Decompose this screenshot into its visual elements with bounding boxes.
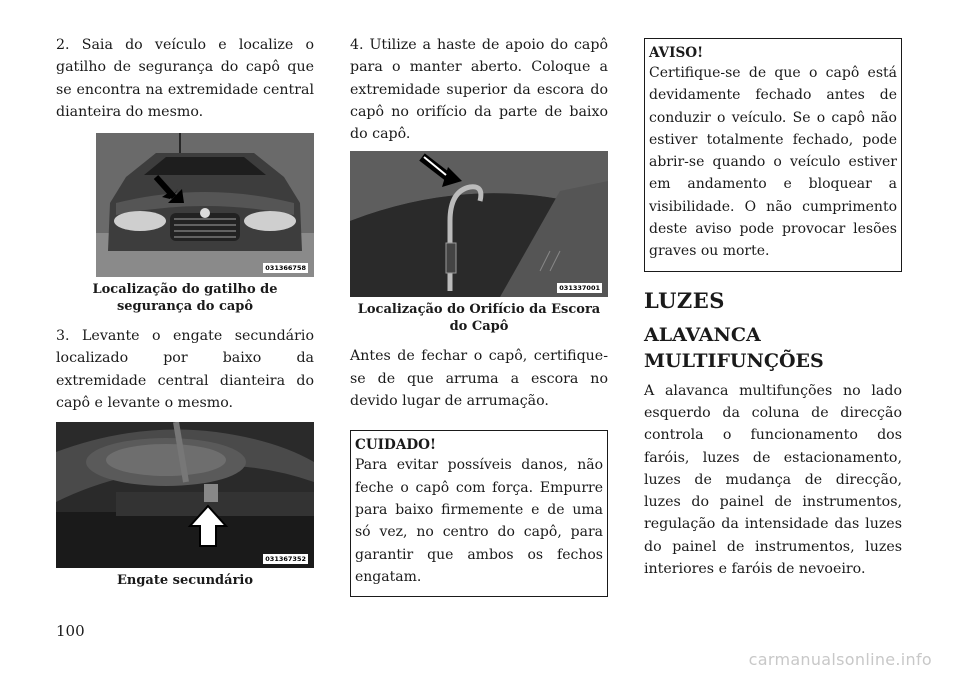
warning-title: AVISO! <box>649 45 704 61</box>
section-title-lights: LUZES <box>644 287 725 313</box>
caution-text: Para evitar possíveis danos, não feche o capô com força. Empurre para baixo firmemente e de uma só vez, no centro do capô, para garantir que ambos os fechos engatam. <box>355 457 603 585</box>
figure-caption: Engate secundário <box>116 573 254 589</box>
step-4-text: 4. Utilize a haste de apoio do capô para o manter aberto. Coloque a extremidade superior da escora do capô no orifício da parte de baixo do capô. <box>350 37 608 143</box>
figure-caption: Localização do Orifício da Escora do Capô <box>357 302 601 335</box>
figure-code: 031337001 <box>559 284 600 293</box>
multifunction-lever-text: A alavanca multifunções no lado esquerdo da coluna de direcção controla o funcionamento dos faróis, luzes de estacionamento, luzes de mudança de direcção, luzes do painel de instrumentos, regulação da intensidade das luzes do painel de instrumentos, luzes interiores e faróis de nevoeiro. <box>644 382 902 578</box>
figure-caption: Localização do gatilho de segurança do capô <box>92 282 278 315</box>
column-middle <box>350 34 608 597</box>
page-number: 100 <box>56 622 85 640</box>
warning-box <box>644 38 902 272</box>
closing-text: Antes de fechar o capô, certifique-se de que arruma a escora no devido lugar de arrumação. <box>350 348 608 410</box>
figure-code: 031366758 <box>265 264 306 273</box>
watermark-text: carmanualsonline.info <box>748 650 932 669</box>
column-left <box>56 34 314 589</box>
caution-title: CUIDADO! <box>355 437 436 454</box>
figure-prop-rod-hole <box>350 151 608 297</box>
caution-box <box>350 430 608 597</box>
figure-code: 031367352 <box>265 555 306 564</box>
warning-text: Certifique-se de que o capô está devidamente fechado antes de conduzir o veículo. Se o capô não estiver totalmente fechado, pode abrir-se quando o veículo estiver em andamento e bloquear a visibilidade. O não cumprimento deste aviso pode provocar lesões graves ou morte. <box>649 65 897 260</box>
car-front-illustration <box>96 133 314 277</box>
subsection-title-multifunction-lever: ALAVANCA MULTIFUNÇÕES <box>644 323 824 372</box>
step-2-text: 2. Saia do veículo e localize o gatilho de segurança do capô que se encontra na extremidade central dianteira do mesmo. <box>56 37 314 120</box>
figure-hood-release-latch <box>96 133 314 277</box>
column-right <box>644 34 902 580</box>
step-3-text: 3. Levante o engate secundário localizado por baixo da extremidade central dianteira do capô e levante o mesmo. <box>56 328 314 412</box>
prop-rod-illustration <box>350 151 608 297</box>
latch-illustration <box>56 422 314 568</box>
figure-secondary-latch <box>56 422 314 568</box>
